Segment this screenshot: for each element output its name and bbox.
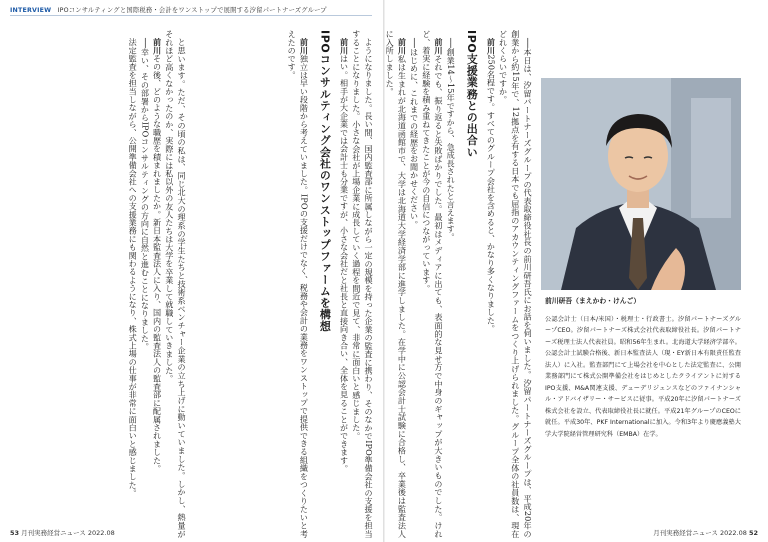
lead-paragraph: ──本日は、汐留パートナーズグループの代表取締役社長の前川研吾氏にお話を伺いました。汐留パートナーズグループは、平成20年の創業から約15年で、12拠点を有する日本でも屈指のアカウンティングファームをつくり上げられました。グループ全体の社員数は、現在どれくらいですか。	[498, 30, 533, 538]
article-column-a	[385, 30, 534, 538]
answer-text: その後、どのような職歴を積まれましたか。新日本監査法人に入り、国内の監査法人の監査部に配属されました。	[152, 54, 163, 473]
section-heading: IPOコンサルティング会社のワンストップファームを構想	[318, 30, 332, 332]
lead-paragraph: と思います。ただ、その頃の私は、同じ北大の理系の学生たちと技術系ベンチャー企業の立ち上げに動いていました。しかし、熱量がそれほど高くなかったのか、実際には私以外の友人たちは大学を卒業して就職していきました。	[164, 30, 187, 538]
section-tag: INTERVIEW	[10, 7, 52, 14]
answer-text: それでも、振り返ると失敗ばかりでした。最初はメディアに出ても、表面的な見せ方で中身のギャップが大きいものでした。けれど、着実に経験を積み重ねてきたことが今の自信につながっています。	[421, 30, 444, 538]
article-column-b	[195, 30, 375, 538]
portrait-illustration	[541, 78, 741, 290]
profile-name: 前川研吾（まえかわ・けんご）	[545, 297, 641, 305]
speaker-label: 前川	[339, 38, 350, 55]
speaker-label: 前川	[152, 38, 163, 55]
answer-text: 250名程です。すべてのグループ会社を含めると、かなり多くなりました。	[486, 54, 497, 333]
issue-date: 2022.08	[87, 529, 115, 537]
issue-date: 2022.08	[719, 529, 747, 537]
article-column-c	[10, 30, 188, 538]
answer-text: 法定監査を担当しながら、公開準備会社への支援業務にも関わるようになり、株式上場の仕事が非常に面白いと感じました。	[128, 38, 139, 498]
speaker-label: 前川	[486, 38, 497, 55]
profile-caption	[545, 296, 741, 440]
answer-text: はい。相手が大企業では会計士も分業ですが、小さな会社だと社長と直接向き合い、全体を見ることができます。	[339, 54, 350, 473]
question-text: ──はじめに、これまでの経歴をお聞かせください。	[409, 38, 420, 229]
footer-right	[653, 528, 758, 537]
page-number: 53	[10, 529, 20, 537]
question-text: ──創業14〜15年ですから、急成長されたと言えます。	[446, 38, 457, 242]
speaker-label: 前川	[299, 38, 310, 55]
footer-left	[10, 528, 115, 537]
section-heading: IPO支援業務との出合い	[465, 30, 479, 158]
answer-text: 私は生まれが北海道函館市で、大学は北海道大学経済学部に進学しました。在学中に公認会計士試験に合格し、卒業後は監査法人に入所しました。	[385, 30, 408, 538]
running-header	[10, 5, 327, 14]
profile-text: 公認会計士（日本/米国）・税理士・行政書士。汐留パートナーズグループCEO。汐留パートナーズ株式会社代表取締役社長。汐留パートナーズ税理士法人代表社員。昭和56年生まれ。北海道大学経済学部卒。公認会計士試験合格後、新日本監査法人（現・EY新日本有限責任監査法人）に入社。監査部門にて上場会社を中心とした法定監査に、公開業務部門にて株式公開準備会社をはじめとしたクライアントに対するIPO支援、M&A関連支援、デューデリジェンスなどのファイナンシャル・アドバイザリー・サービスに従事。平成20年に汐留パートナーズ株式会社を設立、代表取締役社長に就任。平成21年グループのCEOに就任。平成30年、PKF Internationalに加入。令和3年より慶應義塾大学大学院経営管理研究科（EMBA）在学。	[545, 315, 741, 438]
magazine-name: 月刊実務経営ニュース	[653, 529, 718, 537]
answer-text: 独立は早い段階から考えていました。IPOの支援だけでなく、税務や会計の業務をワンストップで提供できる組織をつくりたいと考えたのです。	[287, 30, 310, 538]
running-title: IPOコンサルティングと国際税務・会計をワンストップで展開する汐留パートナーズグループ	[57, 7, 327, 14]
header-divider	[10, 15, 372, 16]
interviewee-photo	[541, 78, 741, 290]
question-text: ──幸い、その部署からIPOコンサルティングの方向に自然と進むことになりました。	[140, 38, 151, 351]
speaker-label: 前川	[433, 38, 444, 55]
magazine-name: 月刊実務経営ニュース	[21, 529, 86, 537]
page-number: 52	[748, 529, 758, 537]
body-text: ようになりました。長い間、国内監査部に所属しながら一定の規模を持った企業の監査に携わり、そのなかでIPO準備会社の支援を担当することになりました。小さな会社が上場企業に成長していく過程を間近で見て、非常に面白いと感じました。	[351, 30, 374, 538]
speaker-label: 前川	[397, 38, 408, 55]
